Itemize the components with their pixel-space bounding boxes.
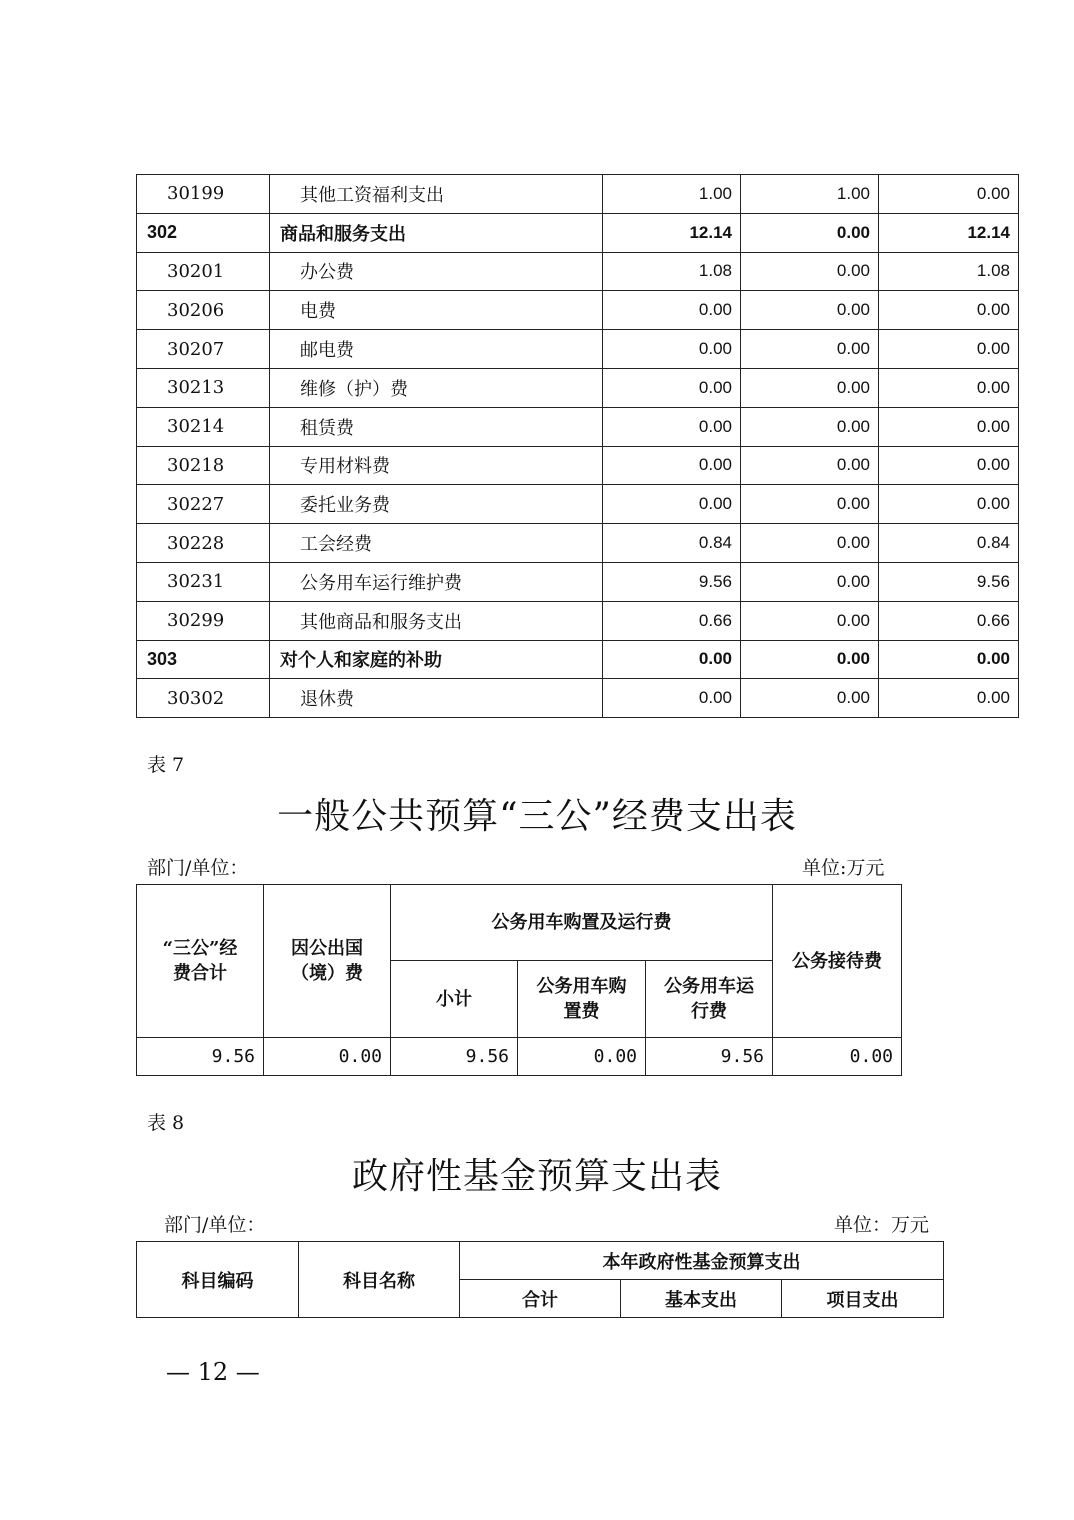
table-row — [137, 291, 1019, 330]
row-value-basic: 0.00 — [741, 291, 879, 330]
row-name: 对个人和家庭的补助 — [270, 640, 603, 679]
table-7-unit-label: 单位:万元 — [802, 857, 885, 879]
row-value-total: 0.00 — [603, 368, 741, 407]
row-value-total: 0.84 — [603, 524, 741, 563]
row-value-basic: 0.00 — [741, 407, 879, 446]
table-row — [137, 601, 1019, 640]
row-value-total: 1.00 — [603, 175, 741, 214]
row-name: 其他工资福利支出 — [270, 175, 603, 214]
row-value-total: 12.14 — [603, 213, 741, 252]
row-value-project: 0.00 — [879, 407, 1019, 446]
row-value-basic: 0.00 — [741, 524, 879, 563]
value-car-purchase: 0.00 — [518, 1038, 646, 1076]
table-row — [137, 213, 1019, 252]
header-project: 项目支出 — [782, 1280, 944, 1318]
table-row — [137, 446, 1019, 485]
row-value-project: 0.00 — [879, 679, 1019, 718]
value-abroad: 0.00 — [264, 1038, 391, 1076]
row-code: 30227 — [137, 485, 270, 524]
header-car-group: 公务用车购置及运行费 — [391, 885, 773, 961]
table-row — [137, 562, 1019, 601]
value-three-public-total: 9.56 — [137, 1038, 264, 1076]
value-subtotal: 9.56 — [391, 1038, 518, 1076]
row-name: 商品和服务支出 — [270, 213, 603, 252]
row-value-basic: 0.00 — [741, 446, 879, 485]
row-value-project: 0.00 — [879, 330, 1019, 369]
row-name: 租赁费 — [270, 407, 603, 446]
row-value-total: 0.00 — [603, 485, 741, 524]
row-value-basic: 0.00 — [741, 601, 879, 640]
government-fund-table — [136, 1241, 944, 1318]
table-7-title: 一般公共预算“三公”经费支出表 — [277, 796, 797, 837]
row-code: 30218 — [137, 446, 270, 485]
row-code: 30199 — [137, 175, 270, 214]
row-value-basic: 0.00 — [741, 562, 879, 601]
row-value-project: 0.00 — [879, 446, 1019, 485]
row-value-project: 9.56 — [879, 562, 1019, 601]
row-value-total: 0.66 — [603, 601, 741, 640]
table-row — [137, 252, 1019, 291]
row-name: 工会经费 — [270, 524, 603, 563]
row-code: 30206 — [137, 291, 270, 330]
row-value-project: 0.00 — [879, 175, 1019, 214]
table-row — [137, 679, 1019, 718]
table-row — [137, 407, 1019, 446]
header-car-purchase: 公务用车购 置费 — [518, 961, 646, 1038]
row-value-project: 1.08 — [879, 252, 1019, 291]
table-8-dept-label: 部门/单位： — [164, 1214, 266, 1236]
table-row — [137, 640, 1019, 679]
table-8-title: 政府性基金预算支出表 — [351, 1156, 722, 1197]
row-value-project: 0.00 — [879, 640, 1019, 679]
table-8-label: 表 8 — [147, 1112, 185, 1134]
header-subtotal: 小计 — [391, 961, 518, 1038]
header-name: 科目名称 — [299, 1242, 460, 1318]
header-abroad: 因公出国 （境）费 — [264, 885, 391, 1038]
row-value-total: 0.00 — [603, 407, 741, 446]
row-value-project: 0.84 — [879, 524, 1019, 563]
row-name: 委托业务费 — [270, 485, 603, 524]
row-code: 303 — [137, 640, 270, 679]
table-row — [137, 175, 1019, 214]
three-public-expenses-table — [136, 884, 902, 1076]
row-value-total: 0.00 — [603, 291, 741, 330]
row-value-basic: 1.00 — [741, 175, 879, 214]
row-value-basic: 0.00 — [741, 213, 879, 252]
row-name: 电费 — [270, 291, 603, 330]
table-row — [137, 524, 1019, 563]
row-code: 30299 — [137, 601, 270, 640]
row-code: 30201 — [137, 252, 270, 291]
row-value-total: 1.08 — [603, 252, 741, 291]
row-name: 公务用车运行维护费 — [270, 562, 603, 601]
row-value-total: 0.00 — [603, 330, 741, 369]
row-value-basic: 0.00 — [741, 679, 879, 718]
header-three-public-total: “三公”经 费合计 — [137, 885, 264, 1038]
row-value-total: 0.00 — [603, 446, 741, 485]
table-row — [137, 485, 1019, 524]
page-number: — 12 — — [166, 1358, 260, 1386]
table-row — [137, 368, 1019, 407]
row-value-project: 0.66 — [879, 601, 1019, 640]
row-value-basic: 0.00 — [741, 330, 879, 369]
row-code: 302 — [137, 213, 270, 252]
header-basic: 基本支出 — [621, 1280, 782, 1318]
header-code: 科目编码 — [137, 1242, 299, 1318]
row-value-basic: 0.00 — [741, 640, 879, 679]
expenditure-table-continued — [136, 174, 1019, 718]
row-name: 专用材料费 — [270, 446, 603, 485]
row-name: 邮电费 — [270, 330, 603, 369]
value-car-operation: 9.56 — [646, 1038, 773, 1076]
header-total: 合计 — [460, 1280, 621, 1318]
row-value-basic: 0.00 — [741, 368, 879, 407]
row-name: 办公费 — [270, 252, 603, 291]
header-fund-group: 本年政府性基金预算支出 — [460, 1242, 944, 1280]
table-8-unit-label: 单位：万元 — [834, 1214, 930, 1236]
table-7-label: 表 7 — [147, 754, 185, 776]
row-value-total: 9.56 — [603, 562, 741, 601]
row-value-total: 0.00 — [603, 640, 741, 679]
table-row — [137, 330, 1019, 369]
row-name: 维修（护）费 — [270, 368, 603, 407]
row-value-project: 0.00 — [879, 368, 1019, 407]
row-code: 30213 — [137, 368, 270, 407]
value-reception: 0.00 — [773, 1038, 902, 1076]
row-code: 30302 — [137, 679, 270, 718]
row-value-project: 0.00 — [879, 485, 1019, 524]
row-code: 30207 — [137, 330, 270, 369]
header-reception: 公务接待费 — [773, 885, 902, 1038]
row-code: 30231 — [137, 562, 270, 601]
row-name: 其他商品和服务支出 — [270, 601, 603, 640]
row-value-project: 0.00 — [879, 291, 1019, 330]
table-7-dept-label: 部门/单位： — [147, 857, 249, 879]
row-value-project: 12.14 — [879, 213, 1019, 252]
row-code: 30214 — [137, 407, 270, 446]
row-name: 退休费 — [270, 679, 603, 718]
row-value-total: 0.00 — [603, 679, 741, 718]
row-value-basic: 0.00 — [741, 252, 879, 291]
header-car-operation: 公务用车运 行费 — [646, 961, 773, 1038]
row-code: 30228 — [137, 524, 270, 563]
row-value-basic: 0.00 — [741, 485, 879, 524]
